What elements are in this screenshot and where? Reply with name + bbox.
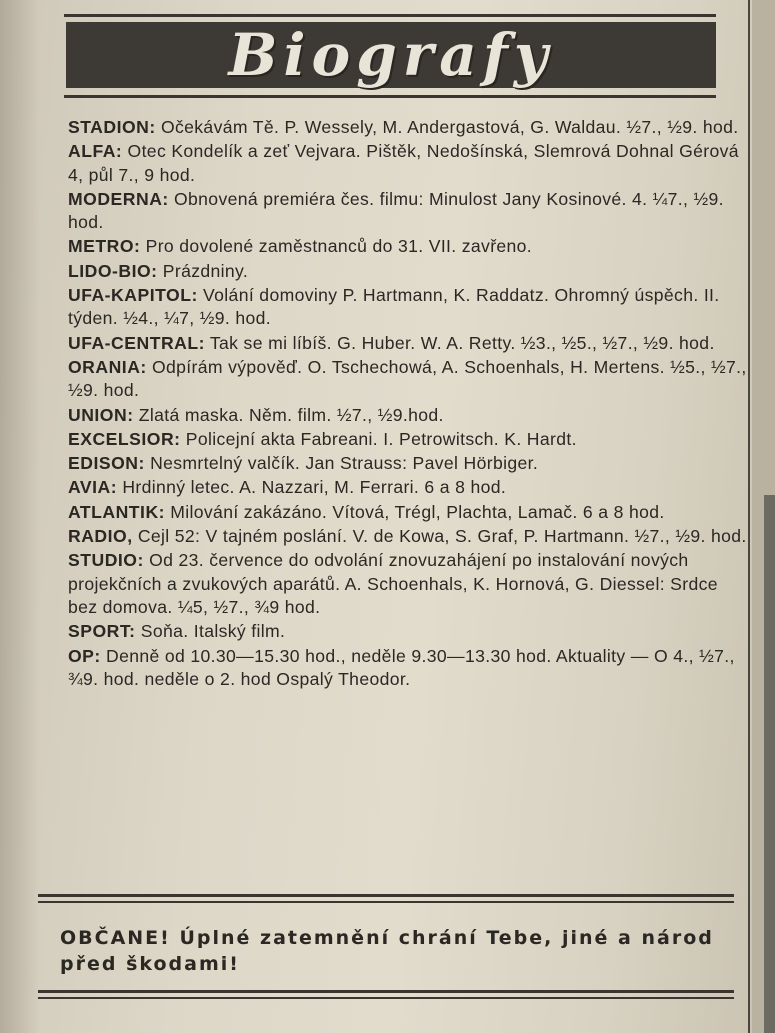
- cinema-program: Nesmrtelný valčík. Jan Strauss: Pavel Hörbiger.: [144, 453, 539, 474]
- cinema-entry: [68, 284, 748, 331]
- cinema-program: Soňa. Italský film.: [135, 621, 286, 642]
- cinema-program: Tak se mi líbíš. G. Huber. W. A. Retty. ½3., ½5., ½7., ½9. hod.: [204, 332, 715, 353]
- cinema-program: Prázdniny.: [157, 260, 249, 281]
- cinema-entry: [68, 140, 748, 187]
- cinema-entry: [68, 116, 748, 139]
- cinema-name: OP:: [68, 645, 101, 666]
- cinema-program: Milování zakázáno. Vítová, Trégl, Plachta, Lamač. 6 a 8 hod.: [165, 501, 665, 522]
- cinema-name: EXCELSIOR:: [68, 428, 181, 449]
- section-masthead: [66, 22, 716, 88]
- cinema-program: Obnovená premiéra čes. filmu: Minulost Jany Kosinové. 4. ¼7., ½9. hod.: [68, 188, 724, 233]
- cinema-program: Policejní akta Fabreani. I. Petrowitsch. K. Hardt.: [180, 428, 577, 449]
- cinema-name: UFA-CENTRAL:: [68, 332, 205, 353]
- cinema-name: METRO:: [68, 236, 141, 257]
- cinema-name: ATLANTIK:: [68, 501, 166, 522]
- cinema-name: AVIA:: [68, 477, 118, 498]
- cinema-entry: [68, 260, 748, 283]
- column-rule: [748, 0, 750, 1033]
- cinema-name: UFA-KAPITOL:: [68, 285, 198, 306]
- cinema-program: Pro dovolené zaměstnanců do 31. VII. zavřeno.: [140, 236, 533, 257]
- cinema-name: SPORT:: [68, 621, 136, 642]
- notice-top-rule: [38, 894, 734, 903]
- cinema-program: Zlatá maska. Něm. film. ½7., ½9.hod.: [133, 404, 444, 425]
- cinema-entry: [68, 404, 748, 427]
- cinema-program: Denně od 10.30—15.30 hod., neděle 9.30—13.30 hod. Aktuality — O 4., ½7., ¾9. hod. neděle o 2. hod Ospalý Theodor.: [68, 645, 735, 689]
- public-notice-text: OBČANE! Úplné zatemnění chrání Tebe, jiné a národ před škodami!: [60, 927, 714, 975]
- cinema-name: ORANIA:: [68, 356, 147, 377]
- cinema-program: Od 23. července do odvolání znovuzahájení po instalování nových projekčních a zvukových aparátů. A. Schoenhals, K. Hornová, G. Diessel: Srdce bez domova. ¼5, ½7., ¾9 hod.: [68, 550, 718, 617]
- notice-bottom-rule: [38, 990, 734, 999]
- cinema-entry: [68, 620, 748, 643]
- cinema-entry: [68, 332, 748, 355]
- section-title: Biografy: [228, 21, 554, 89]
- cinema-listings: [68, 116, 748, 692]
- public-notice: [60, 925, 740, 977]
- cinema-program: Volání domoviny P. Hartmann, K. Raddatz. Ohromný úspěch. II. týden. ½4., ¼7, ½9. hod.: [68, 285, 720, 329]
- cinema-entry: [68, 525, 748, 548]
- cinema-name: UNION:: [68, 404, 134, 425]
- cinema-program: Očekávám Tě. P. Wessely, M. Andergastová, G. Waldau. ½7., ½9. hod.: [155, 117, 739, 137]
- adjacent-page-strip: [752, 0, 775, 1033]
- cinema-entry: [68, 356, 748, 403]
- cinema-entry: [68, 476, 748, 499]
- cinema-entry: [68, 428, 748, 451]
- page-shadow: [0, 0, 40, 1033]
- cinema-entry: [68, 645, 748, 692]
- cinema-entry: [68, 549, 748, 619]
- adjacent-page-edge: [764, 495, 775, 1033]
- cinema-program: Cejl 52: V tajném poslání. V. de Kowa, S. Graf, P. Hartmann. ½7., ½9. hod.: [132, 526, 747, 547]
- masthead-top-rule: [64, 14, 716, 17]
- cinema-program: Otec Kondelík a zeť Vejvara. Pištěk, Nedošínská, Slemrová Dohnal Gérová 4, půl 7., 9 hod.: [68, 141, 739, 185]
- cinema-entry: [68, 235, 748, 258]
- cinema-program: Odpírám výpověď. O. Tschechowá, A. Schoenhals, H. Mertens. ½5., ½7., ½9. hod.: [68, 356, 747, 401]
- cinema-name: LIDO-BIO:: [68, 260, 158, 281]
- cinema-name: RADIO,: [68, 526, 133, 547]
- cinema-entry: [68, 501, 748, 524]
- cinema-name: ALFA:: [68, 141, 123, 162]
- cinema-program: Hrdinný letec. A. Nazzari, M. Ferrari. 6 a 8 hod.: [117, 477, 507, 498]
- cinema-entry: [68, 452, 748, 475]
- cinema-name: EDISON:: [68, 453, 145, 474]
- cinema-name: MODERNA:: [68, 188, 169, 209]
- cinema-name: STUDIO:: [68, 550, 144, 571]
- cinema-entry: [68, 188, 748, 235]
- cinema-name: STADION:: [68, 117, 156, 137]
- masthead-bottom-rule: [64, 95, 716, 98]
